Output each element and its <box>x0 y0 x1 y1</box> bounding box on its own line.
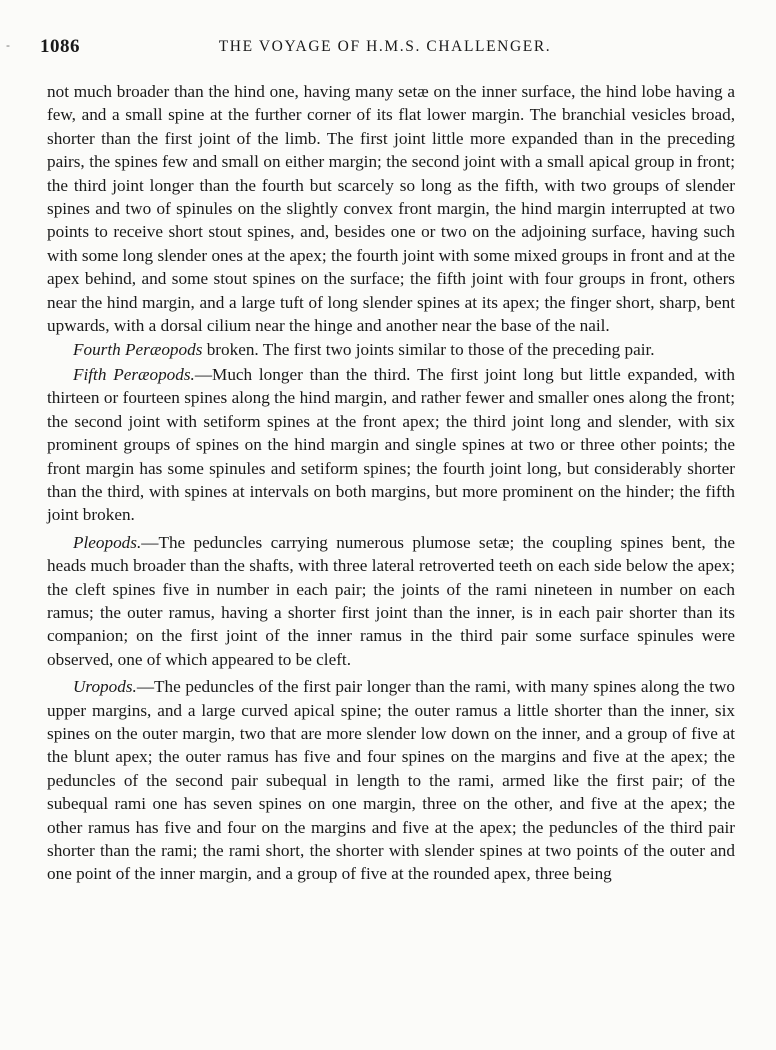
paragraph-text: —The peduncles carrying numerous plumose setæ; the coupling spines bent, the heads much broader than the shafts, with three lateral retroverted teeth on each side below the apex; the cleft spines five in number in each pair; the joints of the rami nineteen in number on each ramus; the outer ramus, having a shorter first joint than the inner, is in each pair shorter than its companion; on the first joint of the inner ramus in the third pair some surface spinules were observed, one of which appeared to be cleft. <box>47 532 735 669</box>
paragraph-lead: Fourth Peræopods <box>73 340 203 360</box>
paragraph-fourth-peraeopods <box>47 338 735 361</box>
paragraph-text: broken. The first two joints similar to those of the preceding pair. <box>202 340 655 360</box>
page-header <box>40 36 730 62</box>
page-number: 1086 <box>40 36 80 57</box>
body-text <box>47 80 735 887</box>
paragraph-uropods <box>47 675 735 886</box>
paragraph-fifth-peraeopods <box>47 363 735 527</box>
paragraph-lead: Uropods. <box>73 677 137 697</box>
margin-mark: - <box>6 38 10 52</box>
paragraph-lead: Pleopods. <box>73 532 142 552</box>
paragraph-pleopods <box>47 531 735 671</box>
paragraph-continuation <box>47 80 735 337</box>
paragraph-text: not much broader than the hind one, having many setæ on the inner surface, the hind lobe having a few, and a small spine at the further corner of its flat lower margin. The branchial vesicles broad, shorter than the first joint of the limb. The first joint little more expanded than in the preceding pairs, the spines few and small on either margin; the second joint with a small apical group in front; the third joint longer than the fourth but scarcely so long as the fifth, with two groups of slender spines and two of spinules on the slightly convex front margin, the hind margin interrupted at two points to receive short stout spines, and, besides one or two on the adjoining surface, having such with some long slender ones at the apex; the fourth joint with some mixed groups in front and at the apex behind, and some stout spines on the surface; the fifth joint with four groups in front, others near the hind margin, and a large tuft of long slender spines at its apex; the finger short, sharp, bent upwards, with a dorsal cilium near the hinge and another near the base of the nail. <box>47 82 735 336</box>
running-title: THE VOYAGE OF H.M.S. CHALLENGER. <box>218 38 552 55</box>
paragraph-text: —The peduncles of the first pair longer than the rami, with many spines along the two upper margins, and a large curved apical spine; the outer ramus a little shorter than the inner, six spines on the outer margin, two that are more slender low down on the inner, and a group of five at the blunt apex; the outer ramus has five and four spines on the margins and five at the apex; the peduncles of the second pair subequal in length to the rami, armed like the first pair; of the subequal rami one has seven spines on one margin, three on the other, and five at the apex; the other ramus has five and four on the margins and five at the apex; the peduncles of the third pair shorter than the rami; the rami short, the shorter with slender spines at two points of the outer and one point of the inner margin, and a group of five at the rounded apex, three being <box>47 677 735 884</box>
paragraph-text: —Much longer than the third. The first joint long but little expanded, with thirteen or fourteen spines along the hind margin, and rather fewer and smaller ones along the front; the second joint with setiform spines at the front apex; the third joint long and slender, with six prominent groups of spines on the hind margin and single spines at two or three other points; the front margin has some spinules and setiform spines; the fourth joint long, but considerably shorter than the third, with spines at intervals on both margins, but more prominent on the hinder; the fifth joint broken. <box>47 364 736 525</box>
paragraph-lead: Fifth Peræopods. <box>73 364 195 384</box>
